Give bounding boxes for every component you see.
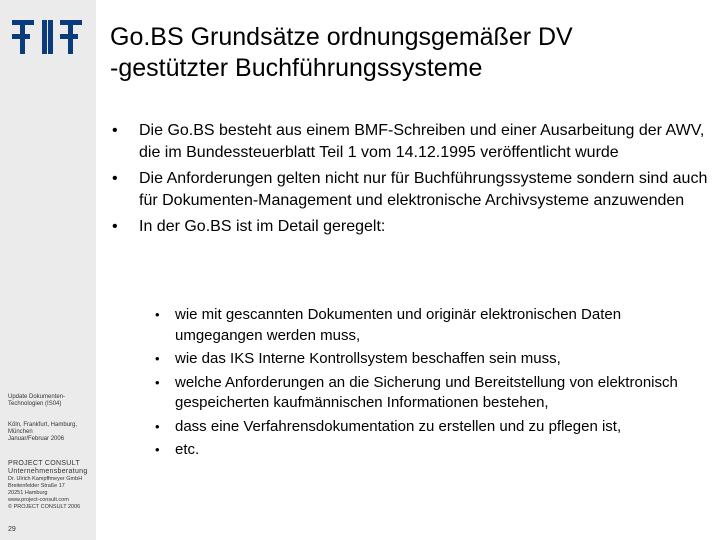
event-line: Update Dokumenten- [8, 394, 66, 400]
sub-bullet-item: • etc. [155, 440, 700, 461]
sub-bullet-item: • wie mit gescannten Dokumenten und originär elektronischen Daten umgegangen werden muss, [155, 305, 700, 346]
company-website[interactable]: www.project-consult.com [8, 497, 69, 503]
bullet-item: • Die Anforderungen gelten nicht nur für Buchführungssysteme sondern sind auch für Dokumenten-Management und elektronische Archivsysteme anzuwenden [112, 168, 712, 212]
slide-title [110, 22, 710, 84]
event-date: Januar/Februar 2006 [8, 436, 65, 442]
main-bullet-list [112, 120, 712, 242]
company-street: Breitenfelder Straße 17 [8, 483, 65, 489]
sub-bullet-item: • dass eine Verfahrensdokumentation zu erstellen und zu pflegen ist, [155, 417, 700, 438]
event-cities [8, 422, 94, 443]
company-info [8, 460, 94, 511]
cities-line: München [8, 429, 33, 435]
bullet-item: • Die Go.BS besteht aus einem BMF-Schreiben und einer Ausarbeitung der AWV, die im Bundessteuerblatt Teil 1 vom 14.12.1995 veröffentlicht wurde [112, 120, 712, 164]
event-line: Technologien (IS04) [8, 401, 62, 407]
sidebar [0, 0, 96, 540]
event-info [8, 394, 94, 408]
bullet-item: • In der Go.BS ist im Detail geregelt: [112, 216, 712, 238]
sub-bullet-item: • welche Anforderungen an die Sicherung und Bereitstellung von elektronisch gespeicherten kaufmännischen Informationen bestehen, [155, 373, 700, 414]
sub-bullet-list [155, 305, 700, 464]
title-line: Go.BS Grundsätze ordnungsgemäßer DV [110, 23, 573, 51]
sub-bullet-item: • wie das IKS Interne Kontrollsystem beschaffen sein muss, [155, 349, 700, 370]
cities-line: Köln, Frankfurt, Hamburg, [8, 422, 78, 428]
company-subtitle: Unternehmensberatung [8, 468, 88, 475]
company-legal-name: Dr. Ulrich Kampffmeyer GmbH [8, 476, 83, 482]
company-name: PROJECT CONSULT [8, 460, 80, 467]
copyright: © PROJECT CONSULT 2006 [8, 504, 81, 510]
project-consult-logo-icon [12, 20, 82, 54]
company-city: 20251 Hamburg [8, 490, 48, 496]
page-number: 29 [8, 526, 16, 533]
title-line: -gestützter Buchführungssysteme [110, 54, 483, 82]
